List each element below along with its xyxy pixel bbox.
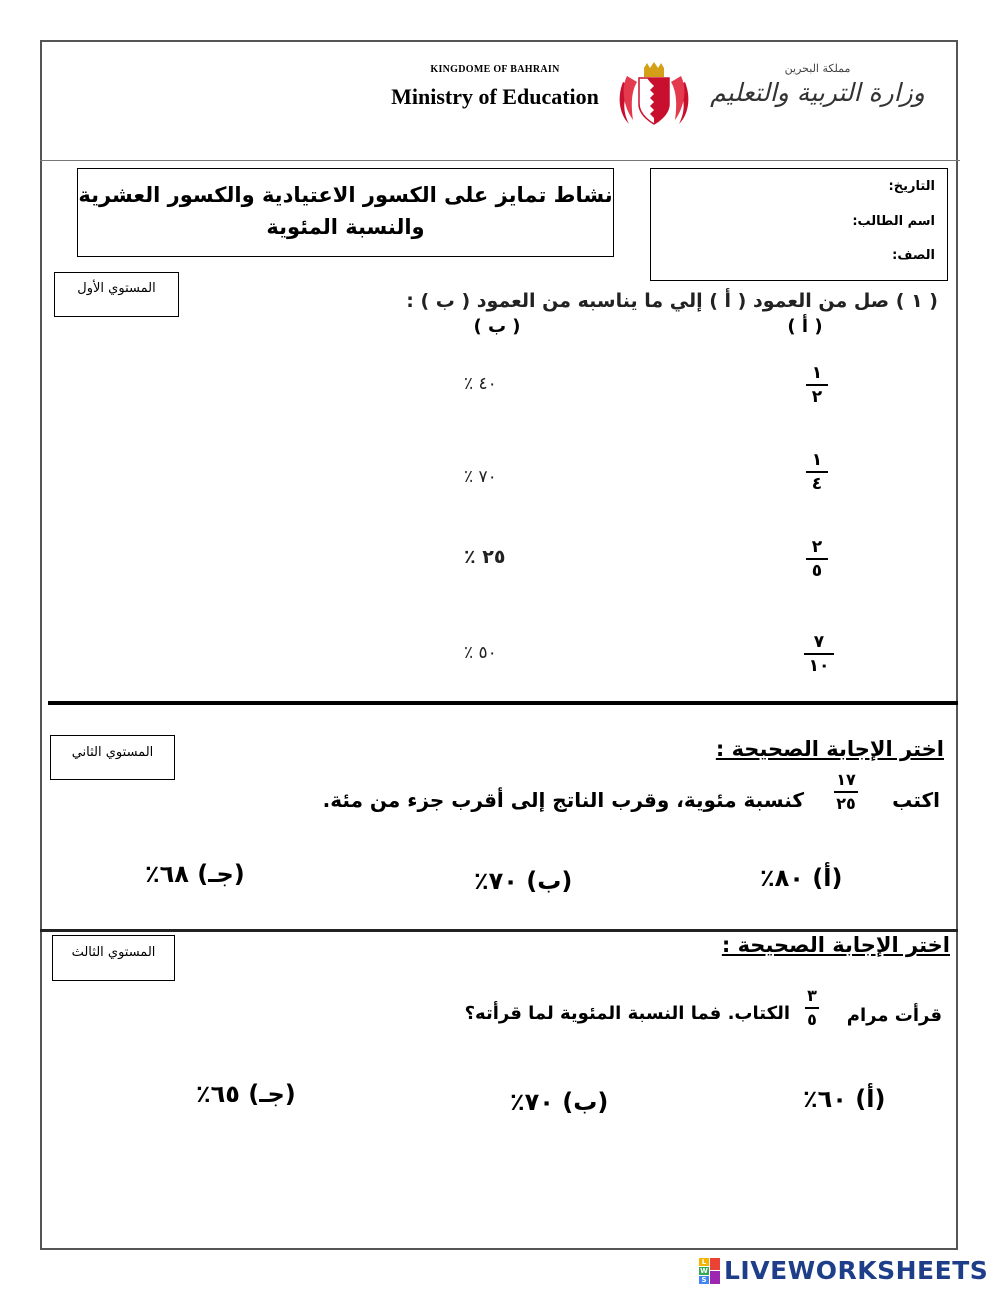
fraction-a-1	[806, 364, 828, 406]
title-box	[77, 168, 614, 257]
fraction-denominator: ٥	[811, 561, 823, 581]
fraction-denominator: ٢	[811, 387, 823, 407]
title-line-1: نشاط تمايز على الكسور الاعتيادية والكسور العشرية	[78, 183, 613, 207]
level-2-badge-text: المستوي الثاني	[71, 745, 154, 760]
percent-b-3: ٪ ٢٥	[464, 546, 506, 568]
section-divider-2	[40, 929, 958, 932]
logo-letter-l: L	[699, 1258, 709, 1266]
kingdom-ar: مملكة البحرين	[784, 62, 851, 75]
section-divider-1	[48, 701, 958, 705]
level-3-badge-text: المستوي الثالث	[71, 945, 156, 960]
fraction-numerator: ١	[811, 450, 823, 470]
fraction-numerator: ٧	[813, 632, 825, 652]
level-1-badge	[54, 272, 179, 317]
level-3-option-c[interactable]: (جـ) ٦٥٪	[196, 1080, 296, 1108]
fraction-a-2	[806, 451, 828, 493]
column-a-header: ( أ )	[787, 316, 823, 337]
column-b-header: ( ب )	[473, 316, 521, 337]
liveworksheets-brand[interactable]: LIVEWORKSHEETS	[724, 1256, 989, 1285]
level-3-question-suffix: الكتاب. فما النسبة المئوية لما قرأته؟	[464, 1003, 790, 1024]
bahrain-emblem-icon	[617, 62, 691, 130]
level-2-badge	[50, 735, 175, 780]
fraction-a-3	[806, 538, 828, 580]
liveworksheets-logo-icon	[699, 1258, 721, 1284]
percent-b-4: ٪ ٥٠	[464, 643, 497, 663]
fraction-denominator: ٢٥	[836, 794, 856, 813]
logo-letter-s: S	[699, 1276, 709, 1284]
percent-b-2: ٪ ٧٠	[464, 467, 497, 487]
fraction-numerator: ٣	[807, 986, 817, 1005]
fraction-numerator: ١٧	[836, 770, 856, 789]
kingdom-en: KINGDOME OF BAHRAIN	[430, 64, 560, 75]
fraction-denominator: ١٠	[808, 656, 830, 676]
fraction-a-4	[804, 633, 834, 675]
level-3-badge	[52, 935, 175, 981]
level-3-option-b[interactable]: (ب) ٧٠٪	[510, 1088, 609, 1116]
level-2-option-b[interactable]: (ب) ٧٠٪	[474, 867, 573, 895]
level-2-option-a[interactable]: (أ) ٨٠٪	[760, 864, 843, 892]
fraction-numerator: ٢	[811, 537, 823, 557]
date-label: التاريخ:	[888, 179, 935, 194]
level-2-fraction	[834, 771, 858, 813]
header-divider	[40, 160, 960, 161]
ministry-en: Ministry of Education	[391, 84, 599, 109]
level-2-question-prefix: اكتب	[892, 788, 940, 812]
student-name-label: اسم الطالب:	[852, 214, 935, 229]
level-1-instruction: ( ١ ) صل من العمود ( أ ) إلي ما يناسبه من العمود ( ب ) :	[406, 290, 938, 312]
ministry-ar: وزارة التربية والتعليم	[710, 78, 925, 107]
percent-b-1: ٪ ٤٠	[464, 374, 497, 394]
fraction-denominator: ٤	[811, 474, 823, 494]
level-3-option-a[interactable]: (أ) ٦٠٪	[803, 1085, 886, 1113]
level-1-badge-text: المستوي الأول	[77, 281, 156, 296]
fraction-numerator: ١	[811, 363, 823, 383]
logo-letter-w: W	[700, 1267, 708, 1275]
student-info-box	[650, 168, 948, 281]
level-2-option-c[interactable]: (جـ) ٦٨٪	[145, 860, 245, 888]
level-2-heading: اختر الإجابة الصحيحة :	[715, 737, 944, 761]
level-3-question-prefix: قرأت مرام	[846, 1005, 942, 1026]
fraction-denominator: ٥	[807, 1010, 817, 1029]
class-label: الصف:	[892, 248, 935, 263]
title-line-2: والنسبة المئوية	[266, 215, 425, 239]
level-3-fraction	[805, 987, 819, 1029]
level-3-heading: اختر الإجابة الصحيحة :	[721, 933, 950, 957]
level-2-question-suffix: كنسبة مئوية، وقرب الناتج إلى أقرب جزء من مئة.	[322, 788, 804, 812]
